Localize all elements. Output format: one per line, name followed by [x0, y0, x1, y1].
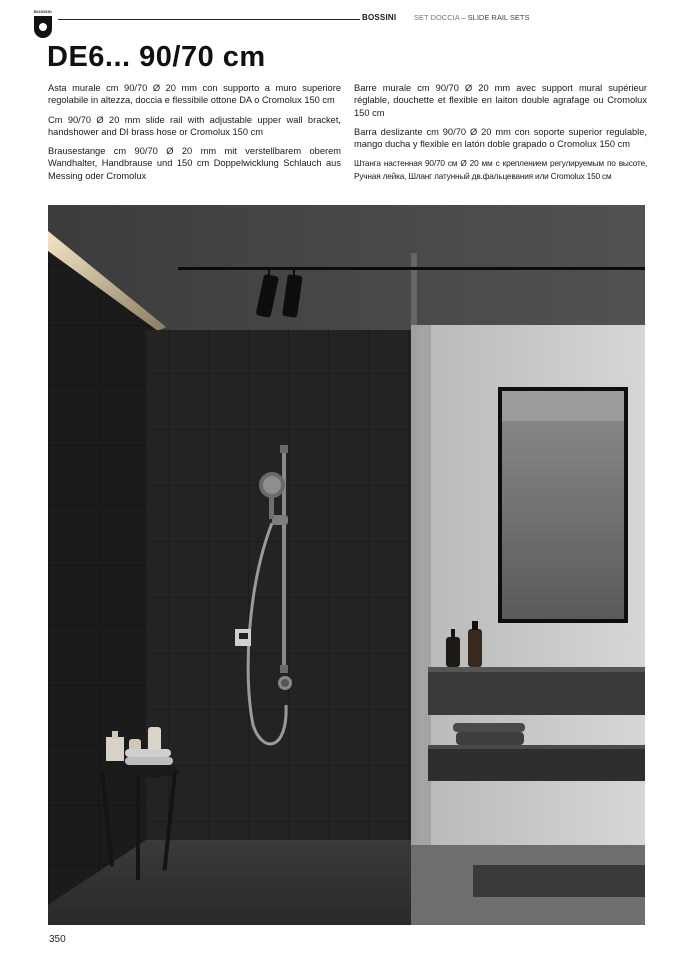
- header-brand: BOSSINI: [362, 13, 397, 22]
- description-italian: Asta murale cm 90/70 Ø 20 mm con supporto a muro superiore regolabile in altezza, doccia e flessibile ottone DA o Cromolux 150 cm: [48, 83, 341, 106]
- logo-badge-icon: [34, 16, 52, 38]
- logo-text: BOSSINI: [34, 9, 52, 14]
- breadcrumb: [414, 13, 529, 22]
- description-english: Cm 90/70 Ø 20 mm slide rail with adjustable upper wall bracket, handshower and DI brass hose or Cromolux 150 cm: [48, 114, 341, 137]
- page-title: DE6... 90/70 cm: [47, 41, 266, 73]
- page-number: 350: [49, 934, 66, 945]
- description-russian: Штанга настенная 90/70 см Ø 20 мм с креплением регулируемым по высоте, Ручная лейка, Шланг латунный дв.фальцевания или Cromolux 150 см: [354, 158, 647, 181]
- bathroom-photo: [48, 205, 645, 925]
- description-column-left: [48, 82, 341, 189]
- bossini-logo: [34, 9, 54, 41]
- breadcrumb-section: SET DOCCIA: [414, 13, 460, 22]
- breadcrumb-separator: –: [459, 13, 468, 22]
- breadcrumb-subsection: SLIDE RAIL SETS: [467, 13, 530, 22]
- description-french: Barre murale cm 90/70 Ø 20 mm avec support mural supérieur réglable, douchette et flexible en laiton double agrafage ou Cromolux 150 cm: [354, 83, 647, 118]
- description-spanish: Barra deslizante cm 90/70 Ø 20 mm con soporte superior regulable, mango ducha y flexible en latón doble grapado o Cromolux 150 cm: [354, 126, 647, 150]
- description-column-right: [354, 82, 647, 189]
- header-divider: [58, 19, 360, 20]
- description-german: Brausestange cm 90/70 Ø 20 mm mit verstellbarem oberem Wandhalter, Handbrause und 150 cm Doppelwicklung Schlauch aus Messing oder Cromolux: [48, 146, 341, 181]
